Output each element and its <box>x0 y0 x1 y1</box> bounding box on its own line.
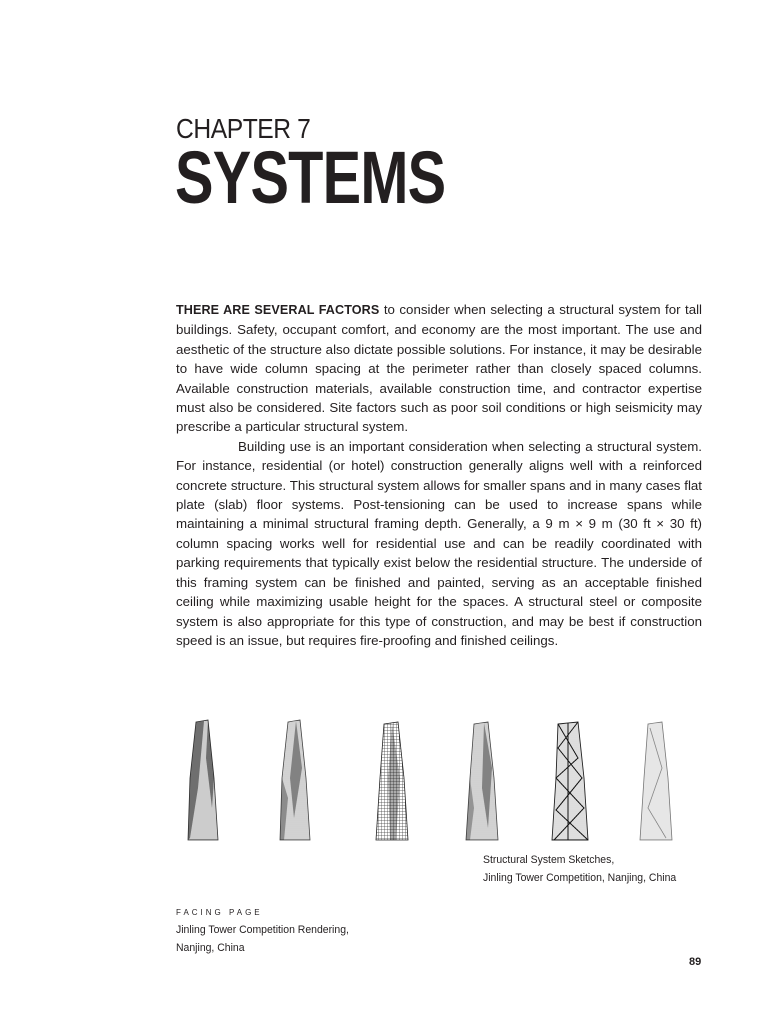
facing-caption-line-1: Jinling Tower Competition Rendering, <box>176 924 349 936</box>
chapter-title: SYSTEMS <box>175 136 446 219</box>
tower-sketch-2 <box>274 718 314 844</box>
tower-sketch-1 <box>184 718 220 844</box>
body-text <box>176 300 702 650</box>
sketch-caption-line-1: Structural System Sketches, <box>483 854 615 866</box>
paragraph-1-text: to consider when selecting a structural system for tall buildings. Safety, occupant comfort, and economy are the most important. The use and aesthetic of the structure also dictate possible solutions. For instance, it may be desirable to have wide column spacing at the perimeter rather than closely spaced columns. Available construction materials, available construction time, and contractor expertise must also be considered. Site factors such as poor soil conditions or high seismicity may prescribe a particular structural system. <box>176 302 702 435</box>
facing-page-caption <box>176 921 349 957</box>
chapter-label: CHAPTER 7 <box>176 113 311 144</box>
sketch-caption-line-2: Jinling Tower Competition, Nanjing, China <box>483 872 677 884</box>
facing-page-label: FACING PAGE <box>176 908 263 917</box>
page-number: 89 <box>689 956 702 968</box>
tower-sketch-4 <box>462 718 502 844</box>
tower-sketch-3 <box>372 718 412 844</box>
paragraph-2: Building use is an important consideration when selecting a structural system. For instance, residential (or hotel) construction generally aligns well with a reinforced concrete structure. This structural system allows for smaller spans and in many cases flat plate (slab) floor systems. Post-tensioning can be used to increase spans while maintaining a minimal structural framing depth. Generally, a 9 m × 9 m (30 ft × 30 ft) column spacing works well for residential use and can be readily coordinated with parking requirements that typically exist below the residential structure. The underside of this framing system can be finished and painted, serving as an acceptable finished ceiling while maximizing usable height for the spaces. A structural steel or composite system is also appropriate for this type of construction, and may be best if construction speed is an issue, but requires fire-proofing and finished ceilings. <box>176 438 702 648</box>
paragraph-1 <box>176 300 702 437</box>
tower-sketch-5 <box>548 718 592 844</box>
sketch-caption <box>483 851 676 887</box>
facing-caption-line-2: Nanjing, China <box>176 942 245 954</box>
paragraph-lead: THERE ARE SEVERAL FACTORS <box>176 303 380 317</box>
structural-sketches <box>176 718 706 848</box>
tower-sketch-6 <box>636 718 676 844</box>
